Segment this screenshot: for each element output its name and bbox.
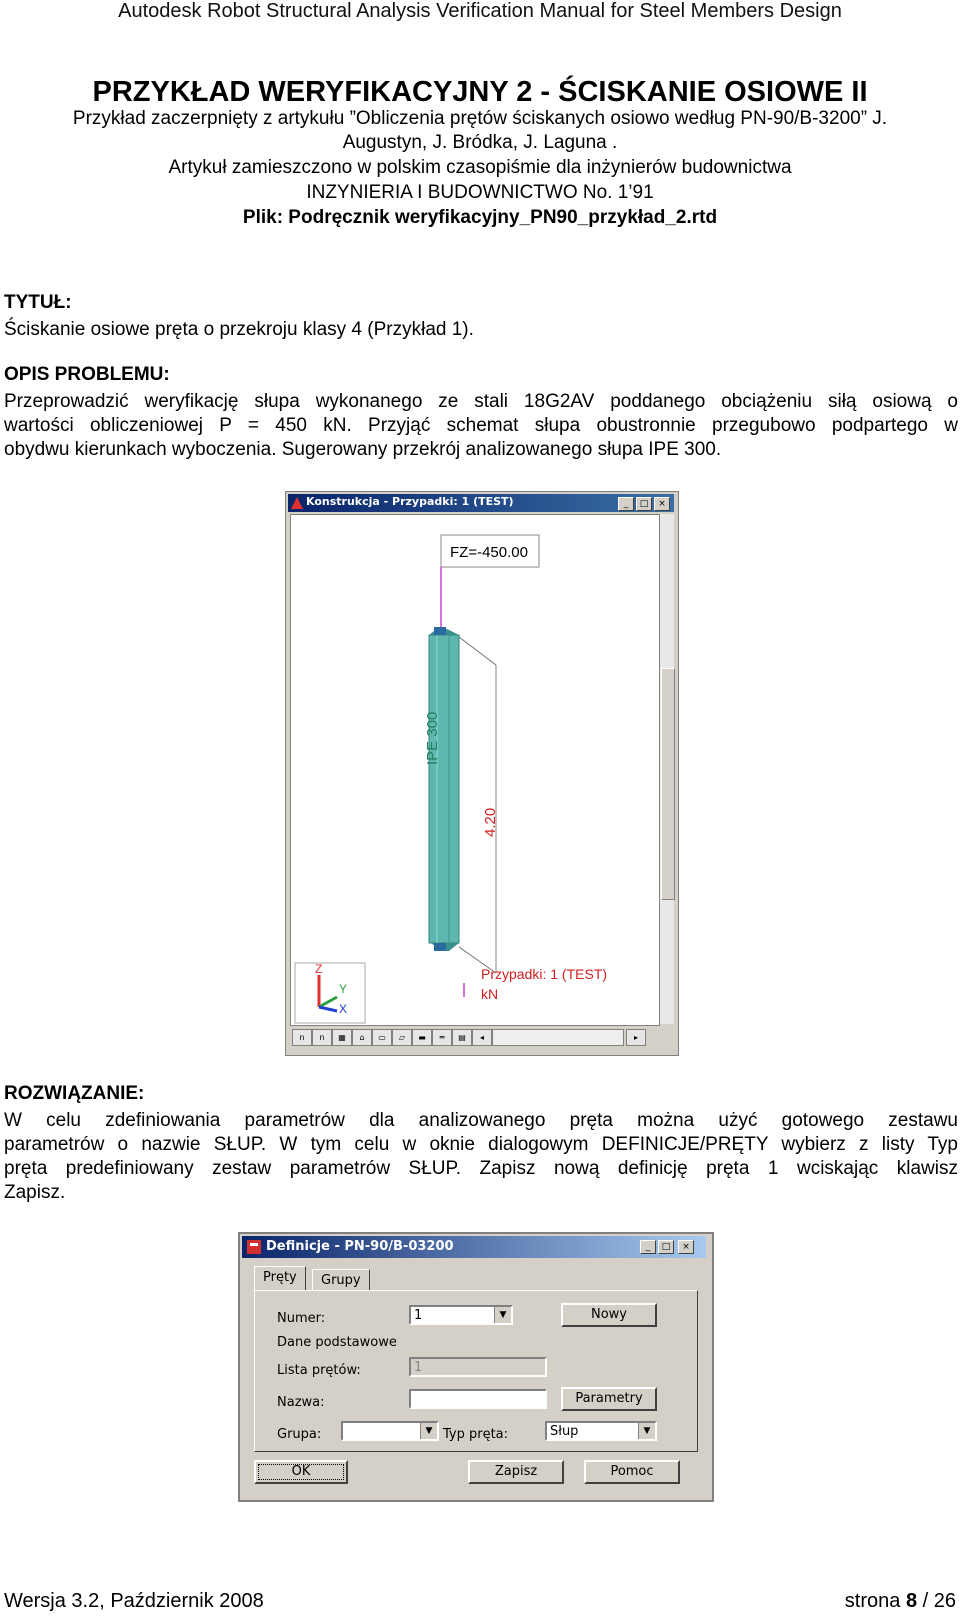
maximize-icon[interactable]: □ [636, 497, 652, 511]
structure-view-window [285, 491, 679, 1056]
basic-data-label: Dane podstawowe [277, 1335, 397, 1350]
view-tool-icon-8[interactable]: ═ [432, 1029, 452, 1046]
tab-prety[interactable]: Pręty [254, 1266, 306, 1291]
tab-grupy[interactable]: Grupy [312, 1269, 370, 1291]
model-drawing [291, 515, 659, 1025]
axis-x-label: X [339, 1002, 348, 1016]
chevron-down-icon[interactable]: ▼ [638, 1423, 655, 1439]
group-field[interactable] [341, 1421, 439, 1441]
dialog-minimize-icon[interactable]: _ [640, 1240, 656, 1254]
member-list-field: 1 [409, 1357, 547, 1377]
page-current: 8 [905, 1590, 918, 1612]
problem-heading: OPIS PROBLEMU: [4, 364, 170, 385]
view-tool-icon-7[interactable]: ▬ [412, 1029, 432, 1046]
member-body [429, 635, 459, 943]
chevron-down-icon[interactable]: ▼ [494, 1307, 511, 1323]
problem-line-3: obydwu kierunkach wyboczenia. Sugerowany przekrój analizowanego słupa IPE 300. [4, 439, 722, 460]
bottom-support [434, 943, 446, 951]
unit-label: kN [481, 986, 499, 1002]
dimension-leader-top [459, 637, 496, 665]
numer-label: Numer: [277, 1311, 326, 1326]
tab-panel [254, 1290, 698, 1452]
member-type-field[interactable] [545, 1421, 657, 1441]
axis-y-label: Y [339, 982, 348, 996]
problem-paragraph [4, 390, 958, 462]
scroll-left-icon[interactable]: ◂ [472, 1029, 492, 1046]
axis-z-label: Z [315, 962, 323, 976]
top-support [434, 627, 446, 635]
example-title: PRZYKŁAD WERYFIKACYJNY 2 - ŚCISKANIE OSIOWE II [92, 76, 868, 108]
scroll-thumb[interactable] [661, 668, 675, 900]
solution-heading: ROZWIĄZANIE: [4, 1083, 145, 1104]
chevron-down-icon[interactable]: ▼ [420, 1423, 437, 1439]
view-toolbar [290, 1026, 674, 1048]
member-type-value: Słup [550, 1424, 579, 1439]
robot-app-icon [291, 497, 303, 509]
dialog-maximize-icon[interactable]: □ [658, 1240, 674, 1254]
file-name: Plik: Podręcznik weryfikacyjny_PN90_przykład_2.rtd [242, 207, 718, 228]
title-text: Ściskanie osiowe pręta o przekroju klasy 4 (Przykład 1). [4, 319, 474, 340]
solution-line-2: parametrów o nazwie SŁUP. W tym celu w oknie dialogowym DEFINICJE/PRĘTY wybierz z listy Typ [4, 1134, 958, 1155]
dialog-close-icon[interactable]: × [678, 1240, 694, 1254]
view-title: Konstrukcja - Przypadki: 1 (TEST) [306, 495, 514, 508]
minimize-icon[interactable]: _ [618, 497, 634, 511]
member-list-label: Lista prętów: [277, 1363, 361, 1378]
source-line-2: Augustyn, J. Bródka, J. Laguna . [342, 132, 618, 153]
parameters-button[interactable]: Parametry [561, 1387, 657, 1411]
axis-triad-box [295, 963, 365, 1023]
numer-value: 1 [414, 1308, 423, 1323]
case-label: Przypadki: 1 (TEST) [481, 966, 608, 982]
source-line-1: Przykład zaczerpnięty z artykułu ”Obliczenia prętów ściskanych osiowo według PN-90/B-3200” J. [72, 108, 888, 129]
save-button[interactable]: Zapisz [468, 1460, 564, 1484]
view-tool-icon-5[interactable]: ▭ [372, 1029, 392, 1046]
view-tool-icon-9[interactable]: ▤ [452, 1029, 472, 1046]
source-line-4: INZYNIERIA I BUDOWNICTWO No. 1’91 [306, 182, 654, 203]
running-header: Autodesk Robot Structural Analysis Verification Manual for Steel Members Design [118, 0, 842, 22]
source-line-3: Artykuł zamieszczono w polskim czasopiśmie dla inżynierów budownictwa [168, 157, 792, 178]
name-label: Nazwa: [277, 1395, 325, 1410]
solution-line-3: pręta predefiniowany zestaw parametrów SŁUP. Zapisz nową definicję pręta 1 wciskając klawisz [4, 1158, 958, 1179]
view-tool-icon-6[interactable]: ▱ [392, 1029, 412, 1046]
solution-paragraph [4, 1109, 958, 1205]
view-tool-icon-1[interactable]: n [292, 1029, 312, 1046]
dialog-app-icon [246, 1239, 262, 1255]
name-field[interactable] [409, 1389, 547, 1409]
dialog-title-bar [242, 1236, 706, 1258]
model-canvas[interactable] [290, 514, 660, 1026]
page-suffix: / 26 [917, 1590, 956, 1612]
ok-button[interactable]: OK [254, 1460, 348, 1484]
help-button[interactable]: Pomoc [584, 1460, 680, 1484]
title-heading: TYTUŁ: [4, 292, 72, 313]
view-tool-icon-2[interactable]: n [312, 1029, 332, 1046]
solution-line-4: Zapisz. [4, 1182, 66, 1203]
view-tool-icon-3[interactable]: ▦ [332, 1029, 352, 1046]
view-title-bar [288, 494, 674, 512]
scroll-right-icon[interactable]: ▸ [626, 1029, 646, 1046]
horizontal-scrollbar[interactable] [492, 1029, 624, 1046]
definitions-dialog [238, 1232, 714, 1502]
member-type-label: Typ pręta: [443, 1427, 509, 1442]
view-tool-icon-4[interactable]: ⌂ [352, 1029, 372, 1046]
problem-line-2: wartości obliczeniowej P = 450 kN. Przyjąć schemat słupa obustronnie przegubowo podpartego w [4, 415, 958, 436]
footer-page [845, 1590, 956, 1613]
section-label: IPE 300 [424, 711, 441, 765]
page-prefix: strona [844, 1590, 906, 1612]
new-button[interactable]: Nowy [561, 1303, 657, 1327]
solution-line-1: W celu zdefiniowania parametrów dla analizowanego pręta można użyć gotowego zestawu [4, 1110, 958, 1131]
load-value-text: FZ=-450.00 [450, 544, 528, 561]
close-icon[interactable]: × [654, 497, 670, 511]
length-label: 4.20 [482, 807, 499, 837]
footer-version: Wersja 3.2, Październik 2008 [4, 1590, 264, 1612]
group-label: Grupa: [277, 1427, 322, 1442]
dialog-title: Definicje - PN-90/B-03200 [266, 1239, 454, 1254]
problem-line-1: Przeprowadzić weryfikację słupa wykonanego ze stali 18G2AV poddanego obciążeniu siłą osiową o [4, 391, 958, 412]
numer-field[interactable] [409, 1305, 513, 1325]
